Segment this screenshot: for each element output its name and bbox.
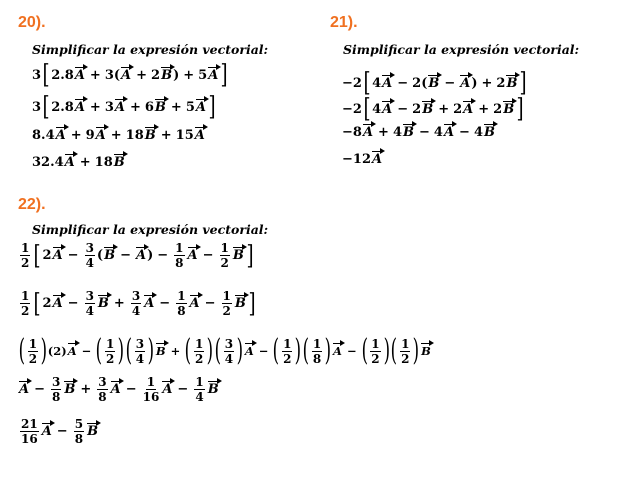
p21-line-3: −8 A + 4 B − 4 A − 4 B [342, 125, 495, 140]
problem-22-number: 22). [18, 196, 46, 213]
p21-line-4: −12 A [342, 152, 383, 167]
problem-21-number: 21). [330, 14, 358, 31]
p22-line-5: 21 16 A − $\frac{5}{8}$ B [21, 417, 99, 446]
problem-21-instruction: Simplificar la expresión vectorial: [343, 42, 580, 57]
p22-line-4: A − $\frac{3}{8}$ B + $\frac{3}{8}$ A − $\frac{1}{16}$ A − $\frac{1}{4}$ B [19, 375, 219, 404]
p21-line-1: −2 [ 4 A − 2( B − A ) + 2 B ] [342, 68, 528, 98]
problem-22-instruction: Simplificar la expresión vectorial: [32, 222, 269, 237]
problem-20-number: 20). [18, 14, 46, 31]
p22-line-3: ( 1 2 ) (2) A − ( 1 2 ) ( 3 4 ) B + ( 1 2 ) ( 3 4 ) A − ( 1 2 ) ( 1 8 ) A − ( 1 2 ) ( 1 2 ) B [18, 333, 431, 368]
p20-line-1: 3 [ 2.8 A + 3( A + 2 B ) + 5 A ] [32, 60, 228, 90]
problem-20-instruction: Simplificar la expresión vectorial: [32, 42, 269, 57]
p22-line-2: 1 2 [ 2 A − $\frac{3}{4}$ B + $\frac{3}{4}$ A − $\frac{1}{8}$ A − $\frac{1}{2}$ B ] [21, 288, 256, 319]
p22-line-1: 1 2 [ 2 A − $\frac{3}{4}$ ( B − A ) − $\frac{1}{8}$ A − $\frac{1}{2}$ B ] [21, 240, 254, 271]
p20-line-2: 3 [ 2.8 A + 3 A + 6 B + 5 A ] [32, 92, 216, 122]
p20-line-4: 32.4 A + 18 B [32, 155, 125, 170]
p20-line-3: 8.4 A + 9 A + 18 B + 15 A [32, 128, 205, 143]
p21-line-2: −2 [ 4 A − 2 B + 2 A + 2 B ] [342, 94, 524, 124]
